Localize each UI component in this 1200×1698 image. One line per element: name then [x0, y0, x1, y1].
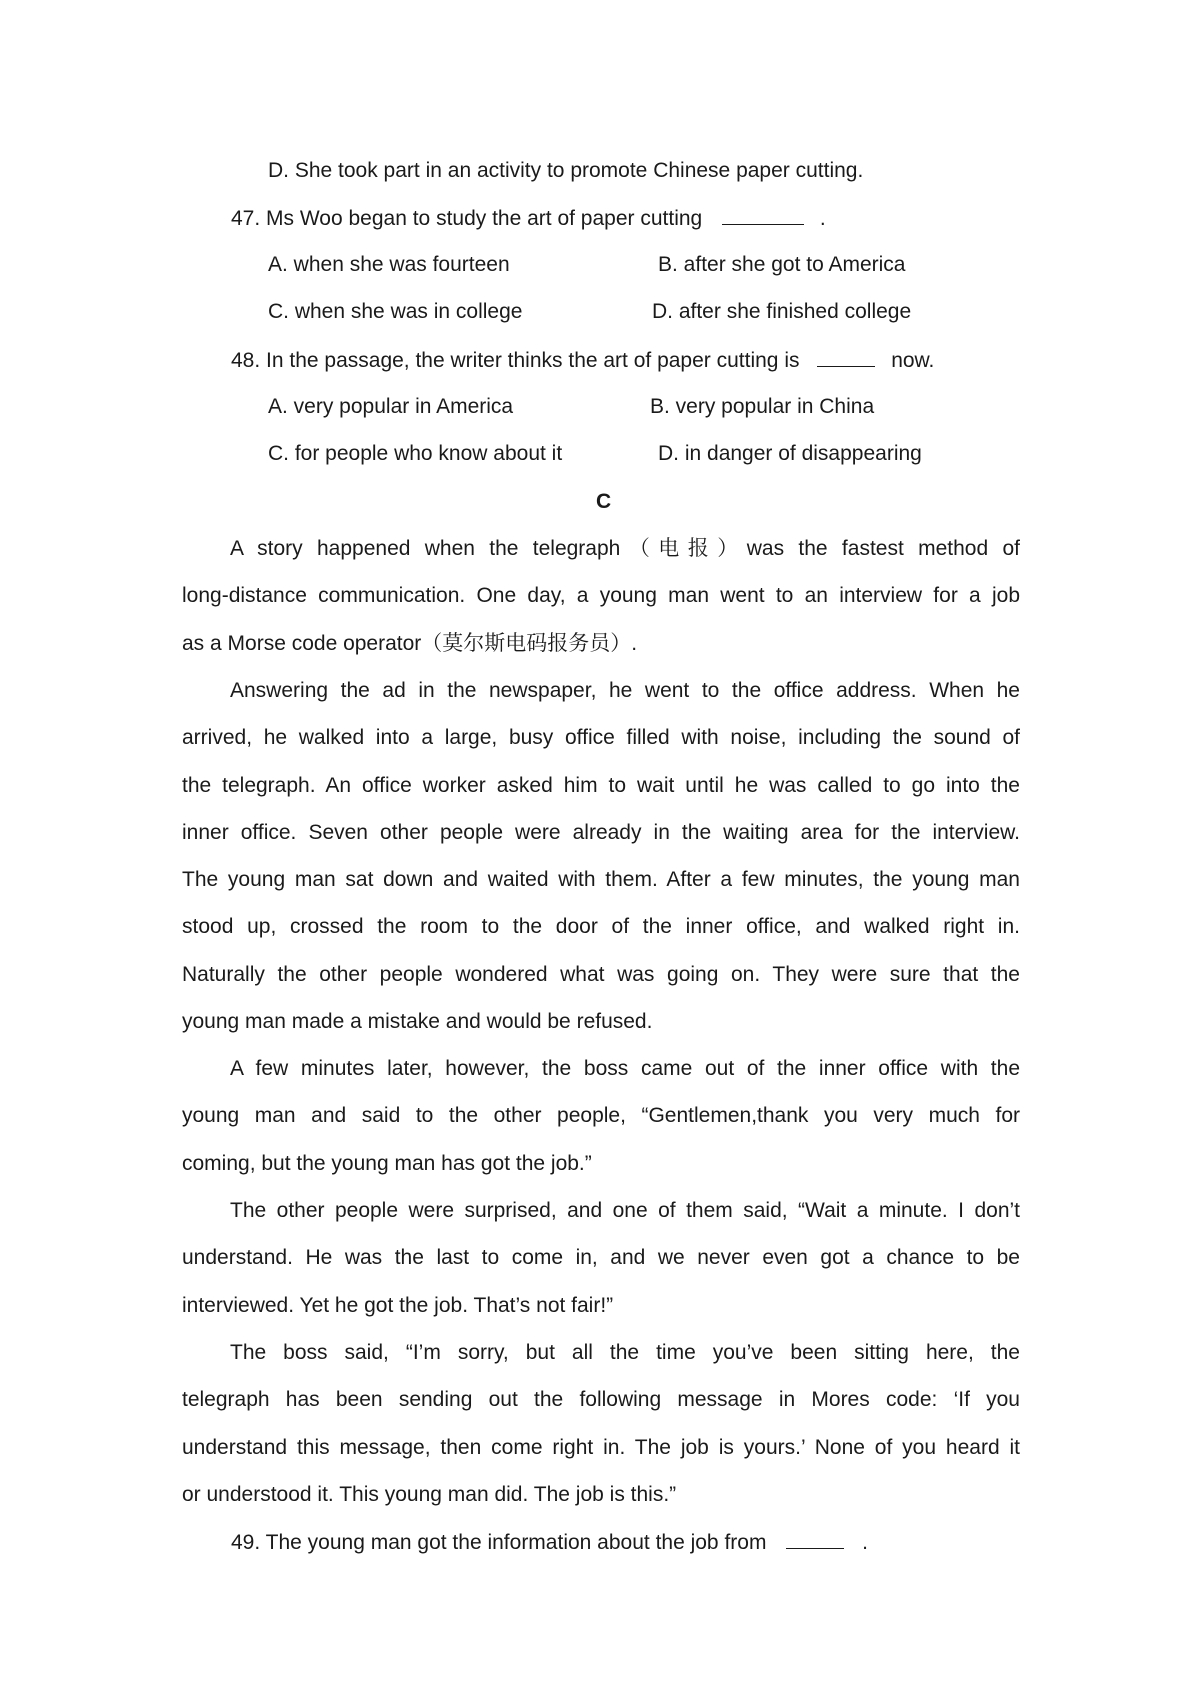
q48-answer-blank — [817, 346, 875, 367]
passage-paragraph-5 — [182, 1339, 1020, 1528]
q48-option-a: A. very popular in America — [268, 395, 514, 418]
paragraph-line: The boss said, “I’m sorry, but all the time you’ve been sitting here, the — [230, 1341, 1020, 1364]
q47-option-a: A. when she was fourteen — [268, 253, 510, 276]
paragraph-line: long-distance communication. One day, a young man went to an interview for a job — [182, 584, 1020, 608]
q47-option-d: D. after she finished college — [652, 300, 912, 323]
paragraph-line: coming, but the young man has got the job.” — [182, 1151, 592, 1175]
q49-answer-blank — [786, 1528, 844, 1549]
q48-option-d: D. in danger of disappearing — [658, 442, 922, 465]
paragraph-line: stood up, crossed the room to the door of the inner office, and walked right in. — [182, 915, 1020, 939]
q49-stem-text: 49. The young man got the information about the job from — [231, 1531, 767, 1554]
q48-stem — [231, 346, 934, 375]
paragraph-line: understand. He was the last to come in, and we never even got a chance to be — [182, 1246, 1020, 1270]
passage-paragraph-1 — [182, 535, 1020, 677]
paragraph-line: A story happened when the telegraph（电报）was the fastest method of — [230, 537, 1020, 560]
paragraph-line: telegraph has been sending out the following message in Mores code: ‘If you — [182, 1388, 1020, 1412]
section-heading: C — [596, 490, 612, 513]
q46-option-d: D. She took part in an activity to promote Chinese paper cutting. — [268, 159, 864, 182]
q47-option-c: C. when she was in college — [268, 300, 523, 323]
q47-stem-end: . — [819, 207, 826, 230]
q49-stem — [231, 1528, 868, 1557]
paragraph-line: arrived, he walked into a large, busy office filled with noise, including the sound of — [182, 726, 1020, 750]
paragraph-line: inner office. Seven other people were already in the waiting area for the interview. — [182, 820, 1020, 844]
paragraph-line: Naturally the other people wondered what was going on. They were sure that the — [182, 962, 1020, 986]
q47-answer-blank — [722, 204, 804, 225]
q48-stem-end: now. — [891, 349, 935, 372]
passage-paragraph-2 — [182, 677, 1020, 1055]
q48-option-c: C. for people who know about it — [268, 442, 563, 465]
q47-stem — [231, 204, 826, 233]
paragraph-line: or understood it. This young man did. The job is this.” — [182, 1482, 677, 1506]
paragraph-line: young man and said to the other people, “Gentlemen,thank you very much for — [182, 1104, 1020, 1128]
paragraph-line: Answering the ad in the newspaper, he went to the office address. When he — [230, 679, 1020, 702]
q49-stem-end: . — [862, 1531, 868, 1554]
paragraph-line: The young man sat down and waited with them. After a few minutes, the young man — [182, 868, 1020, 892]
q48-option-b: B. very popular in China — [650, 395, 875, 418]
paragraph-line: the telegraph. An office worker asked him to wait until he was called to go into the — [182, 773, 1020, 797]
paragraph-line: as a Morse code operator（莫尔斯电码报务员）. — [182, 631, 638, 655]
q47-stem-text: 47. Ms Woo began to study the art of paper cutting — [231, 207, 703, 230]
paragraph-line: interviewed. Yet he got the job. That’s not fair!” — [182, 1293, 614, 1317]
paragraph-line: understand this message, then come right in. The job is yours.’ None of you heard it — [182, 1435, 1020, 1459]
q47-option-b: B. after she got to America — [658, 253, 906, 276]
q48-stem-text: 48. In the passage, the writer thinks the art of paper cutting is — [231, 349, 800, 372]
passage-paragraph-3 — [182, 1055, 1020, 1197]
passage-paragraph-4 — [182, 1197, 1020, 1339]
paragraph-line: A few minutes later, however, the boss came out of the inner office with the — [230, 1057, 1020, 1080]
paragraph-line: young man made a mistake and would be refused. — [182, 1010, 653, 1034]
paragraph-line: The other people were surprised, and one of them said, “Wait a minute. I don’t — [230, 1199, 1020, 1222]
